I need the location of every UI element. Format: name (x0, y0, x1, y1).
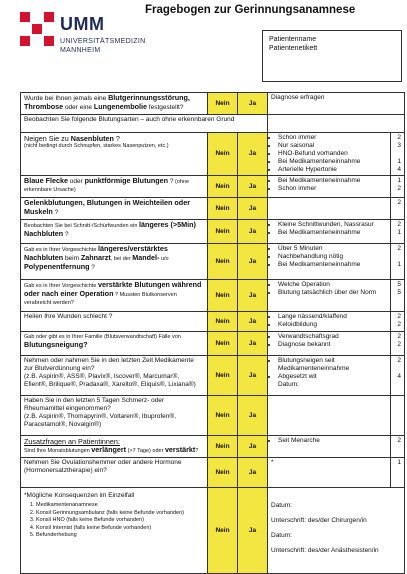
no-checkbox[interactable]: Nein (208, 198, 238, 220)
date-field-surgeon[interactable]: Datum: (271, 502, 292, 509)
question-row (21, 280, 405, 312)
question-row (21, 220, 405, 244)
question-text: Gelenkblutungen, Blutungen in Weichteilen oder Muskeln ? (21, 198, 208, 220)
no-checkbox[interactable]: Nein (208, 280, 238, 312)
question-text: Wurde bei Ihnen jemals eine Blutgerinnungsstörung, Thrombose oder eine Lungenembolie festgestellt? (21, 93, 208, 115)
section-row (21, 115, 405, 133)
yes-checkbox[interactable]: Ja (238, 356, 268, 396)
consequence-codes: 2 2 (391, 312, 405, 332)
question-text: Haben Sie in den letzten 5 Tagen Schmerz- oder Rheumamittel eingenommen? (z.B. Aspirin®, Thomapyrin®, Voltaren®, Ibuprofen®, Paracetamol®, Novalgin®) (21, 396, 208, 436)
answer-notes: • Seit Menarche (268, 436, 391, 458)
answer-notes: • Über 5 Minuten • Nachbehandlung nötig • Bei Medikamenteneinnahme (268, 244, 391, 280)
no-checkbox[interactable]: Nein (208, 356, 238, 396)
consequence-item: 4. Konsil Internist (falls keine Befunde vorhanden) (36, 525, 204, 533)
no-checkbox[interactable]: Nein (208, 244, 238, 280)
no-checkbox[interactable]: Nein (208, 176, 238, 198)
logo-square-icon (32, 24, 42, 34)
question-row (21, 93, 405, 115)
consequence-code: 1 (391, 458, 405, 488)
questionnaire-table (20, 92, 405, 574)
question-row (21, 312, 405, 332)
yes-checkbox[interactable]: Ja (238, 488, 268, 574)
answer-notes: • Lange nässend/klaffend • Keloidbildung (268, 312, 391, 332)
answer-note: Diagnose erfragen (268, 93, 405, 115)
question-text: Gab es in Ihrer Vorgeschichte verstärkte Blutungen während oder nach einer Operation ? Mussten Blutkonserven verabreicht werden? (21, 280, 208, 312)
question-row (21, 332, 405, 356)
consequence-item: 3. Konsil HNO (falls keine Befunde vorhanden) (36, 517, 204, 525)
no-checkbox[interactable]: Nein (208, 332, 238, 356)
consequence-code: 2 (391, 198, 405, 220)
yes-checkbox[interactable]: Ja (238, 198, 268, 220)
answer-notes: • Verwandtschaftsgrad • Diagnose bekannt (268, 332, 391, 356)
consequences-heading: *Mögliche Konsequenzen im Einzelfall (24, 492, 135, 499)
question-text: Neigen Sie zu Nasenbluten ? (nicht bedingt durch Schnupfen, starkes Nasenputzen, etc.) (21, 133, 208, 176)
no-checkbox[interactable]: Nein (208, 436, 238, 458)
question-row (21, 396, 405, 436)
consequence-codes: 5 5 (391, 280, 405, 312)
yes-checkbox[interactable]: Ja (238, 220, 268, 244)
answer-notes: • Bei Medikamenteneinnahme • Schon immer (268, 176, 391, 198)
answer-notes: • Kleine Schnittwunden, Nassrasur • Bei Medikamenteneinnahme (268, 220, 391, 244)
answer-note: * (268, 458, 391, 488)
yes-checkbox[interactable]: Ja (238, 436, 268, 458)
consequences-box (21, 488, 208, 574)
patient-name-label: Patientenname (269, 36, 317, 43)
page-title: Fragebogen zur Gerinnungsanamnese (145, 4, 356, 16)
yes-checkbox[interactable]: Ja (238, 332, 268, 356)
no-checkbox[interactable]: Nein (208, 458, 238, 488)
question-text: Gab es in Ihrer Vorgeschichte längeres/verstärktes Nachbluten beim Zahnarzt, bei der Mandel- u/o Polypenentfernung ? (21, 244, 208, 280)
answer-notes: • Welche Operation • Blutung tatsächlich über der Norm (268, 280, 391, 312)
logo-square-icon (44, 36, 54, 46)
consequence-code: 2 (391, 436, 405, 458)
page-header (0, 0, 407, 90)
signature-area[interactable] (268, 488, 405, 574)
question-text: Nehmen Sie Ovulationshemmer oder andere Hormone (Hormonersatztherapie) ein? (21, 458, 208, 488)
section-heading: Beobachten Sie folgende Blutungsarten – auch ohne erkennbaren Grund (21, 115, 268, 133)
logo-subtitle: UNIVERSITÄTSMEDIZIN (60, 38, 146, 45)
no-checkbox[interactable]: Nein (208, 396, 238, 436)
logo-square-icon (44, 12, 54, 22)
consequence-item: 2. Konsil Gerinnungsambulanz (falls keine Befunde vorhanden) (36, 510, 204, 518)
yes-checkbox[interactable]: Ja (238, 176, 268, 198)
no-checkbox[interactable]: Nein (208, 488, 238, 574)
no-checkbox[interactable]: Nein (208, 93, 238, 115)
consequences-list (24, 502, 204, 540)
logo-square-icon (20, 36, 30, 46)
question-row (21, 198, 405, 220)
umm-logo (20, 12, 146, 62)
question-row (21, 244, 405, 280)
question-row (21, 436, 405, 458)
yes-checkbox[interactable]: Ja (238, 396, 268, 436)
question-text: Nehmen oder nahmen Sie in den letzten Zeit Medikamente zur Blutverdünnung ein? (z.B. Aspirin®, ASS®, Plavix®, Iscover®, Marcumar®, Efient®, Brilique®, Pradaxa®, Xarelto®, Eliquis®, Lixiana®) (21, 356, 208, 396)
consequences-row (21, 488, 405, 574)
logo-subtitle: MANNHEIM (60, 47, 101, 54)
question-text: Zusatzfragen an Patientinnen: Sind Ihre Monatsblutungen verlängert (>7 Tage) oder verstärkt? (21, 436, 208, 458)
signature-field-anesthetist[interactable]: Unterschrift: des/der Anästhesisten/in (271, 547, 379, 554)
answer-notes: • Blutungsneigen seit Medikamenteneinnahme • Abgesetzt wit Datum: (268, 356, 391, 396)
logo-wordmark: UMM (60, 14, 105, 34)
date-field-anesthetist[interactable]: Datum: (271, 532, 292, 539)
yes-checkbox[interactable]: Ja (238, 312, 268, 332)
patient-label-label: Patientenetikett (269, 45, 318, 52)
question-row (21, 176, 405, 198)
consequence-codes: 2 4 (391, 356, 405, 396)
no-checkbox[interactable]: Nein (208, 312, 238, 332)
no-checkbox[interactable]: Nein (208, 133, 238, 176)
question-text: Blaue Flecke oder punktförmige Blutungen ? (ohne erkennbare Ursache) (21, 176, 208, 198)
question-row (21, 133, 405, 176)
consequence-codes: 2 2 (391, 332, 405, 356)
yes-checkbox[interactable]: Ja (238, 133, 268, 176)
consequence-codes: 1 2 (391, 176, 405, 198)
answer-notes: • Schon immer • Nur saisonal • HNO-Befund vorhanden • Bei Medikamenteneinnahme • Arterielle Hypertonie (268, 133, 391, 176)
logo-square-icon (20, 12, 30, 22)
patient-label-box[interactable] (262, 30, 402, 82)
consequence-codes: 2 3 1 4 (391, 133, 405, 176)
consequence-codes: 2 1 (391, 220, 405, 244)
question-text: Beobachten Sie bei Schnitt-/Schürfwunden ein längeres (>5Min) Nachbluten ? (21, 220, 208, 244)
question-text: Heilen Ihre Wunden schlecht ? (21, 312, 208, 332)
yes-checkbox[interactable]: Ja (238, 458, 268, 488)
consequence-codes: 2 1 (391, 244, 405, 280)
question-text: Gab oder gibt es in Ihrer Familie (Blutsverwandtschaft) Fälle von Blutungsneigung? (21, 332, 208, 356)
yes-checkbox[interactable]: Ja (238, 280, 268, 312)
no-checkbox[interactable]: Nein (208, 220, 238, 244)
question-row (21, 356, 405, 396)
signature-field-surgeon[interactable]: Unterschrift: des/der Chirurgen/in (271, 517, 367, 524)
yes-checkbox[interactable]: Ja (238, 93, 268, 115)
question-row (21, 458, 405, 488)
consequence-item: 5. Befunderhebung (36, 532, 204, 540)
yes-checkbox[interactable]: Ja (238, 244, 268, 280)
consequence-item: 1. Medikamentenanamnese (36, 502, 204, 510)
